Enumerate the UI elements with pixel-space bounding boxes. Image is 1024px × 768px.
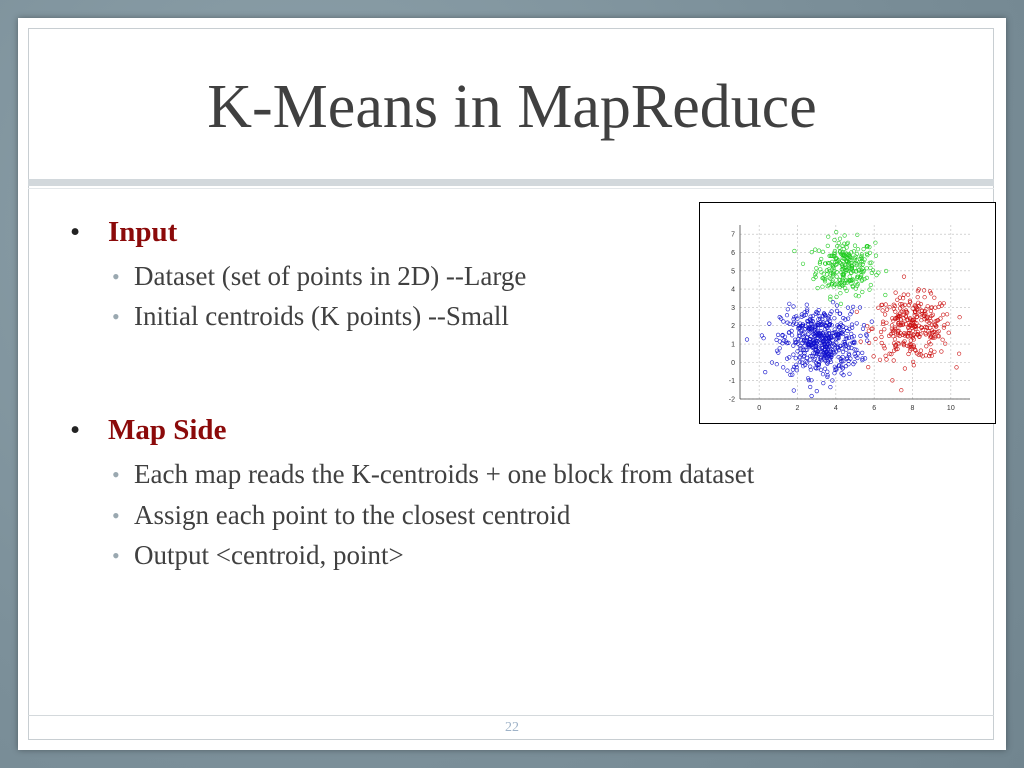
x-tick-label: 8 [910,405,915,412]
scatter-point [897,329,901,333]
scatter-point [815,266,819,270]
title-divider-line [28,188,994,189]
y-tick-label: -2 [728,396,735,404]
scatter-point [856,233,860,237]
scatter-point [933,296,937,300]
scatter-point [883,328,887,332]
scatter-point [930,323,934,327]
scatter-point [834,230,838,234]
scatter-point [957,352,961,356]
scatter-point [874,254,878,258]
bullet-dot: • [112,502,120,528]
scatter-point [890,324,894,328]
scatter-point [920,318,924,322]
bullet-dot: • [112,542,120,568]
scatter-point [786,321,790,325]
scatter-point [841,350,845,354]
y-tick-label: 4 [731,286,735,294]
scatter-point [903,367,907,371]
scatter-point [781,366,785,370]
scatter-point [879,330,883,334]
sub-bullet-text: Assign each point to the closest centroid [134,499,571,530]
scatter-point [875,273,879,277]
page-number: 22 [505,720,519,735]
x-tick-label: 6 [872,405,877,412]
scatter-point [786,308,790,312]
scatter-point [788,322,792,326]
scatter-point [941,338,945,342]
scatter-point [855,322,859,326]
scatter-point [829,385,833,389]
scatter-point [934,320,938,324]
scatter-point [861,290,865,294]
scatter-point [906,293,910,297]
bullet-map-side-label: Map Side [108,414,227,447]
scatter-point [785,313,789,317]
scatter-point [790,334,794,338]
scatter-point [810,250,814,254]
sub-bullet-text: Initial centroids (K points) --Small [134,301,509,332]
scatter-point [782,320,786,324]
scatter-point [809,358,813,362]
scatter-point [884,303,888,307]
x-tick-label: 0 [757,405,762,412]
footer-divider [28,715,994,716]
sub-bullet [68,458,908,490]
x-tick-label: 2 [795,405,800,412]
scatter-point [839,302,843,306]
y-tick-label: 0 [731,359,735,367]
bullet-dot: • [70,216,81,248]
scatter-point [786,369,790,373]
title-divider [28,179,994,186]
scatter-point [792,305,796,309]
scatter-point [945,313,949,317]
scatter-point [831,300,835,304]
scatter-point [835,275,839,279]
scatter-point [946,322,950,326]
scatter-point [872,355,876,359]
scatter-point [851,305,855,309]
scatter-point [833,238,837,242]
scatter-point [848,275,852,279]
scatter-point [854,287,858,291]
bullet-dot: • [70,414,81,447]
scatter-point [853,244,857,248]
scatter-point [940,350,944,354]
scatter-point [846,241,850,245]
scatter-point [942,302,946,306]
scatter-point [943,342,947,346]
scatter-point [821,285,825,289]
scatter-point [896,298,900,302]
scatter-point [882,344,886,348]
scatter-point [885,358,889,362]
scatter-point [792,353,796,357]
bullet-input-label: Input [108,216,178,248]
scatter-point [776,333,780,337]
scatter-point [848,372,852,376]
scatter-point [955,366,959,370]
sub-bullet [68,499,908,531]
scatter-point [808,385,812,389]
scatter-point [878,358,882,362]
scatter-point [775,338,779,342]
y-tick-label: 3 [731,304,735,312]
x-tick-label: 10 [946,405,955,412]
scatter-point [809,315,813,319]
y-tick-label: 7 [731,231,735,239]
scatter-point [902,275,906,279]
scatter-point [821,372,825,376]
scatter-point [837,241,841,245]
slide-title: K-Means in MapReduce [207,73,817,141]
scatter-point [891,334,895,338]
scatter-point [801,262,805,266]
scatter-point [916,295,920,299]
scatter-point [894,291,898,295]
scatter-point [925,345,929,349]
scatter-point [800,315,804,319]
y-tick-label: 1 [731,341,735,349]
scatter-point [844,364,848,368]
bullet-dot: • [112,462,120,488]
scatter-point [835,295,839,299]
scatter-point [859,334,863,338]
scatter-point [817,249,821,253]
scatter-point [852,335,856,339]
scatter-point [856,247,860,251]
scatter-point [745,338,749,342]
scatter-point [885,321,889,325]
scatter-point [865,339,869,343]
scatter-point [883,313,887,317]
scatter-point [907,352,911,356]
scatter-point [958,315,962,319]
scatter-point [794,357,798,361]
scatter-point [807,333,811,337]
scatter-svg [700,203,995,423]
scatter-point [860,351,864,355]
scatter-point [880,335,884,339]
scatter-point [839,291,843,295]
scatter-point [884,354,888,358]
sub-bullet [68,539,908,571]
scatter-point [815,389,819,393]
scatter-point [892,359,896,363]
scatter-point [926,305,930,309]
slide [18,18,1006,750]
scatter-point [788,302,792,306]
scatter-point [911,360,915,364]
scatter-point [862,323,866,327]
scatter-point [877,271,881,275]
scatter-point [838,237,842,241]
scatter-point [768,322,772,326]
kmeans-scatter-plot [699,202,996,424]
scatter-point [870,320,874,324]
scatter-point [928,290,932,294]
y-tick-label: 5 [731,268,735,276]
scatter-point [821,250,825,254]
scatter-point [829,298,833,302]
scatter-point [937,305,941,309]
sub-bullet-text: Each map reads the K-centroids + one block from dataset [134,459,755,490]
scatter-point [933,350,937,354]
sub-bullet-text: Output <centroid, point> [134,539,404,570]
scatter-point [855,310,859,314]
scatter-point [884,293,888,297]
scatter-point [853,352,857,356]
scatter-point [862,247,866,251]
scatter-point [868,288,872,292]
scatter-point [902,293,906,297]
scatter-point [793,249,797,253]
y-tick-label: 2 [731,323,735,331]
scatter-point [941,313,945,317]
scatter-point [859,340,863,344]
scatter-point [813,248,817,252]
scatter-point [805,303,809,307]
bullet-dot: • [112,304,120,330]
scatter-point [826,370,830,374]
scatter-point [866,365,870,369]
scatter-point [775,362,779,366]
y-tick-label: -1 [728,378,735,386]
scatter-point [861,327,865,331]
scatter-point [919,349,923,353]
scatter-point [929,292,933,296]
scatter-point [877,306,881,310]
scatter-point [763,370,767,374]
scatter-point [867,329,871,333]
scatter-point [883,347,887,351]
scatter-point [822,381,826,385]
scatter-point [810,394,814,398]
scatter-point [865,267,869,271]
scatter-point [760,334,764,338]
scatter-point [869,283,873,287]
y-tick-label: 6 [731,249,735,257]
scatter-point [885,308,889,312]
scatter-point [826,235,830,239]
scatter-point [881,309,885,313]
scatter-point [900,388,904,392]
scatter-point [869,266,873,270]
scatter-point [923,295,927,299]
scatter-point [826,244,830,248]
sub-bullet-text: Dataset (set of points in 2D) --Large [134,260,527,291]
x-tick-label: 4 [833,405,838,412]
bullet-dot: • [112,263,120,289]
scatter-point [947,331,951,335]
scatter-point [819,368,823,372]
scatter-point [847,363,851,367]
scatter-point [792,389,796,393]
